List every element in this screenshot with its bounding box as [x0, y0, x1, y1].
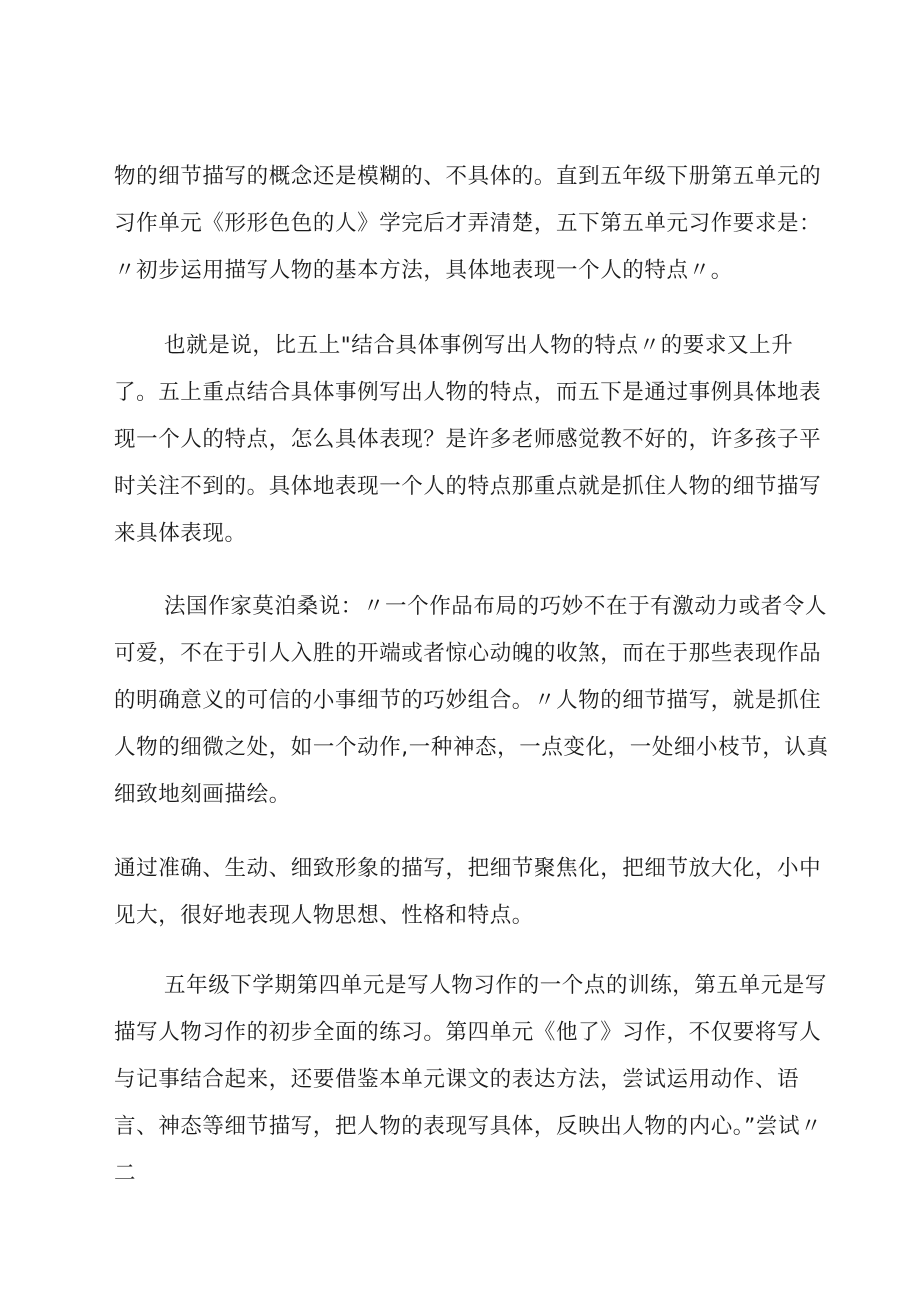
paragraph-4: 通过准确、生动、细致形象的描写，把细节聚焦化，把细节放大化，小中见大，很好地表现人物思想、性格和特点。 [114, 856, 822, 928]
paragraph-5: 五年级下学期第四单元是写人物习作的一个点的训练，第五单元是写描写人物习作的初步全面的练习。第四单元《他了》习作，不仅要将写人与记事结合起来，还要借鉴本单元课文的表达方法，尝试运用动作、语言、神态等细节描写，把人物的表现写具体，反映出人物的内心。”尝试〃二 [114, 973, 828, 1186]
paragraph-1: 物的细节描写的概念还是模糊的、不具体的。直到五年级下册第五单元的习作单元《形形色色的人》学完后才弄清楚，五下第五单元习作要求是：〃初步运用描写人物的基本方法，具体地表现一个人的特点〃。 [114, 164, 822, 283]
paragraph-3: 法国作家莫泊桑说：〃一个作品布局的巧妙不在于有激动力或者令人可爱，不在于引人入胜的开端或者惊心动魄的收煞，而在于那些表现作品的明确意义的可信的小事细节的巧妙组合。〃人物的细节描写，就是抓住人物的细微之处，如一个动作,一种神态，一点变化，一处细小枝节，认真细致地刻画描绘。 [114, 594, 829, 807]
paragraph-2: 也就是说，比五上"结合具体事例写出人物的特点〃的要求又上升了。五上重点结合具体事例写出人物的特点，而五下是通过事例具体地表现一个人的特点，怎么具体表现？是许多老师感觉教不好的，许多孩子平时关注不到的。具体地表现一个人的特点那重点就是抓住人物的细节描写来具体表现。 [114, 333, 822, 546]
